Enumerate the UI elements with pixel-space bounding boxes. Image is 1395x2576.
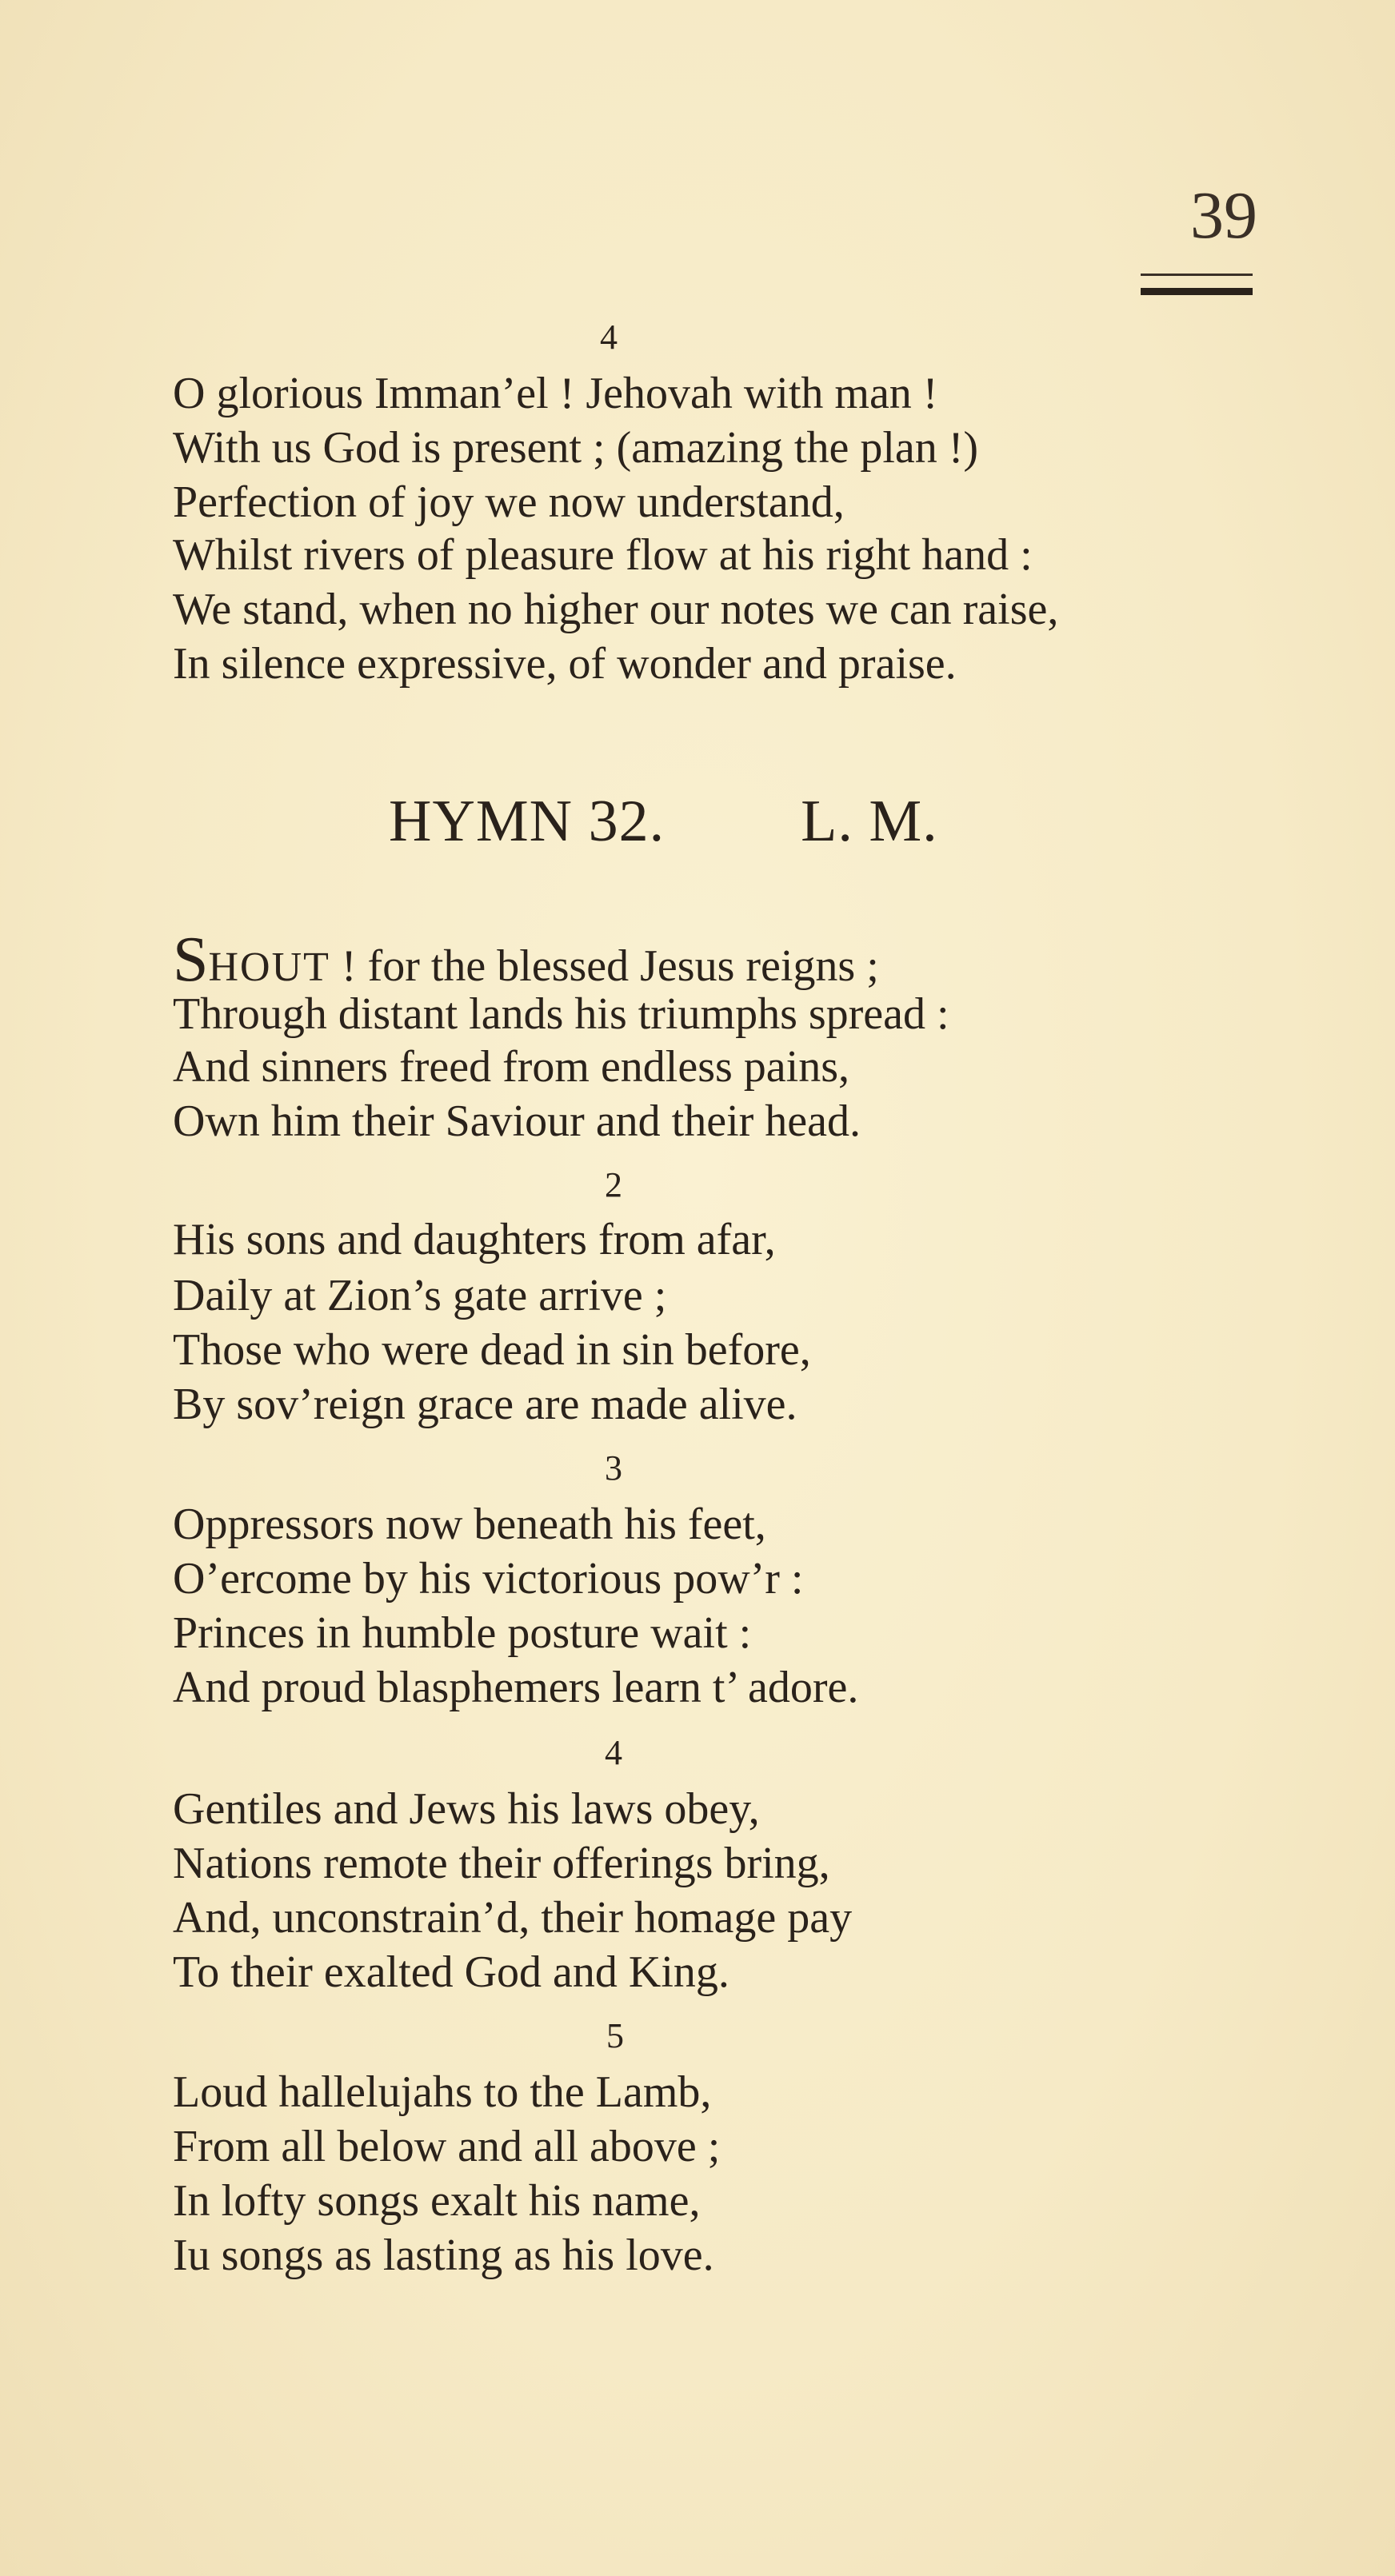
stanza-3-line-4: And proud blasphemers learn t’ adore. [173, 1663, 859, 1712]
stanza-4-number: 4 [605, 1733, 622, 1772]
stanza-4-line-1: Gentiles and Jews his laws obey, [173, 1784, 760, 1834]
stanza-5-line-4: Iu songs as lasting as his love. [173, 2231, 714, 2280]
first-line-tail: ! for the blessed Jesus reigns ; [330, 941, 879, 991]
stanza-2-line-2: Daily at Zion’s gate arrive ; [173, 1271, 667, 1320]
stanza-5-number: 5 [606, 2016, 624, 2055]
stanza-2-line-4: By sov’reign grace are made alive. [173, 1380, 797, 1429]
stanza-2-line-1: His sons and daughters from afar, [173, 1215, 776, 1264]
stanza-3-line-3: Princes in humble posture wait : [173, 1608, 752, 1658]
stanza-5-line-1: Loud hallelujahs to the Lamb, [173, 2067, 712, 2117]
stanza-5-line-3: In lofty songs exalt his name, [173, 2176, 701, 2226]
prev-stanza-line-3: Perfection of joy we now understand, [173, 477, 845, 527]
stanza-4-line-3: And, unconstrain’d, their homage pay [173, 1893, 853, 1943]
header-rule-thick [1141, 288, 1253, 295]
hymn-title: HYMN 32. [389, 789, 666, 854]
stanza-1-line-3: And sinners freed from endless pains, [173, 1042, 850, 1092]
page-number: 39 [1190, 178, 1257, 253]
first-word-rest: HOUT [208, 945, 330, 990]
hymn-heading [389, 789, 938, 854]
stanza-4-line-4: To their exalted God and King. [173, 1947, 729, 1997]
prev-stanza-line-1: O glorious Imman’el ! Jehovah with man ! [173, 369, 938, 418]
stanza-1-line-4: Own him their Saviour and their head. [173, 1096, 861, 1146]
prev-stanza-line-2: With us God is present ; (amazing the plan !) [173, 423, 979, 473]
stanza-2-line-3: Those who were dead in sin before, [173, 1325, 811, 1375]
stanza-5-line-2: From all below and all above ; [173, 2122, 721, 2171]
prev-stanza-line-4: Whilst rivers of pleasure flow at his right hand : [173, 530, 1033, 580]
header-rule-thin [1141, 274, 1253, 276]
stanza-2-number: 2 [605, 1165, 622, 1204]
stanza-1-line-2: Through distant lands his triumphs spread : [173, 989, 949, 1039]
drop-cap: S [173, 925, 209, 995]
hymn-meter: L. M. [801, 789, 938, 854]
prev-stanza-line-6: In silence expressive, of wonder and praise. [173, 639, 957, 689]
stanza-3-line-1: Oppressors now beneath his feet, [173, 1500, 766, 1549]
stanza-4-line-2: Nations remote their offerings bring, [173, 1839, 830, 1888]
stanza-3-line-2: O’ercome by his victorious pow’r : [173, 1554, 804, 1604]
stanza-3-number: 3 [605, 1448, 622, 1488]
prev-stanza-number: 4 [600, 318, 618, 357]
prev-stanza-line-5: We stand, when no higher our notes we can raise, [173, 585, 1059, 634]
stanza-1-line-1 [173, 925, 879, 995]
